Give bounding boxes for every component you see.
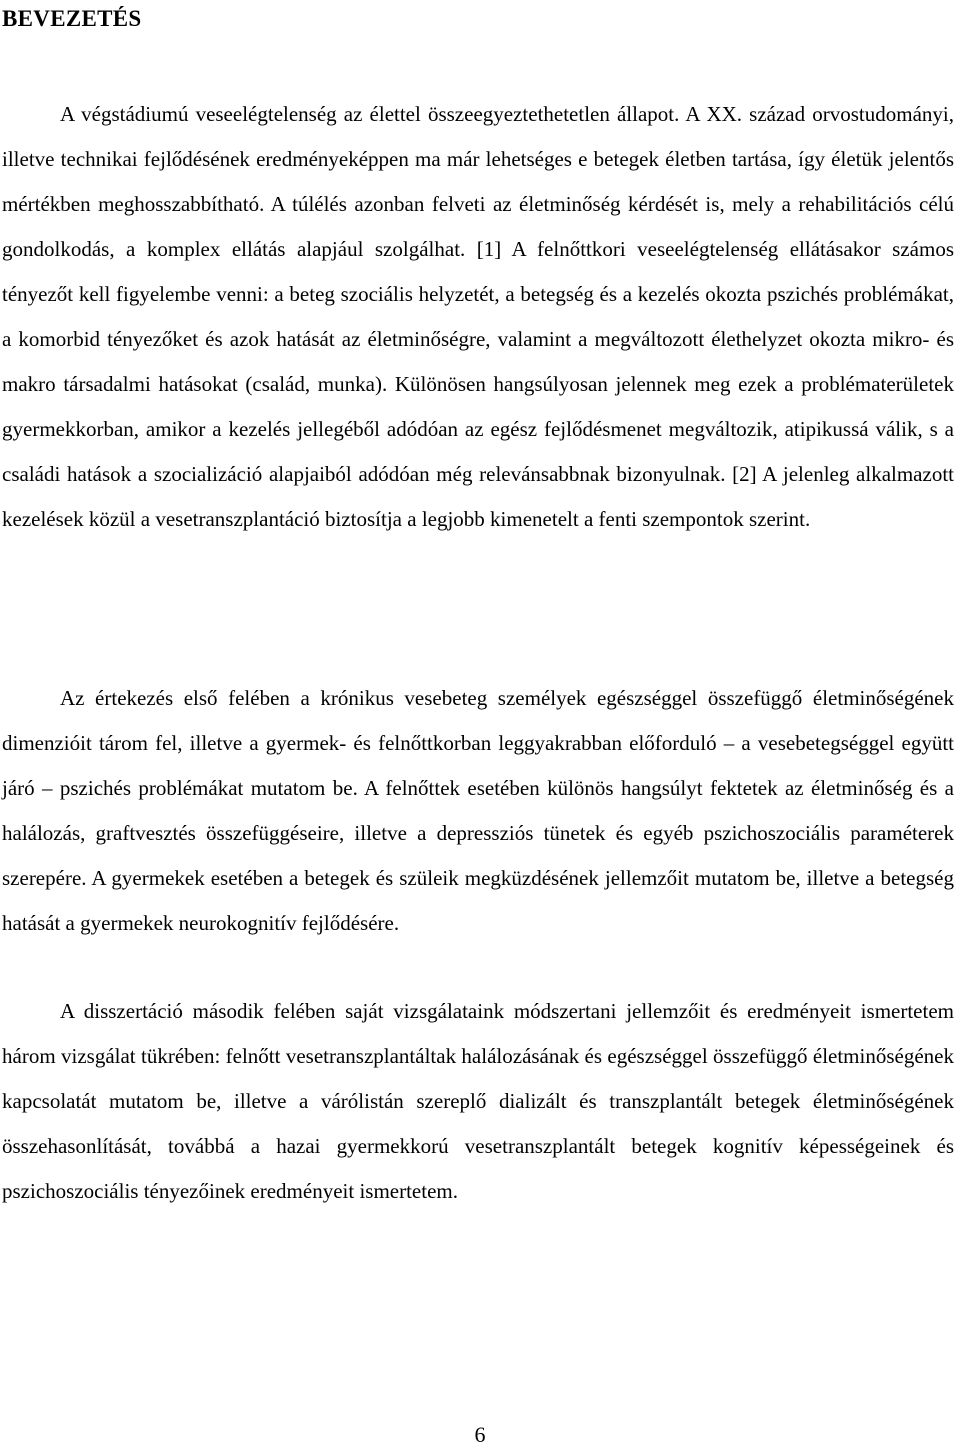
section-heading: BEVEZETÉS (2, 6, 142, 31)
paragraph-2: Az értekezés első felében a krónikus vesebeteg személyek egészséggel összefüggő életminőségének dimenzióit tárom fel, illetve a gyermek- és felnőttkorban leggyakrabban előforduló – a vesebetegséggel együtt járó – pszichés problémákat mutatom be. A felnőttek esetében különös hangsúlyt fektetek az életminőség és a halálozás, graftvesztés összefüggéseire, illetve a depressziós tünetek és egyéb pszichoszociális paraméterek szerepére. A gyermekek esetében a betegek és szüleik megküzdésének jellemzőit mutatom be, illetve a betegség hatását a gyermekek neurokognitív fejlődésére. (2, 686, 954, 935)
page-number: 6 (474, 1422, 486, 1447)
paragraph-3: A disszertáció második felében saját vizsgálataink módszertani jellemzőit és eredményeit ismertetem három vizsgálat tükrében: felnőtt vesetranszplantáltak halálozásának és egészséggel összefüggő életminőségének kapcsolatát mutatom be, illetve a várólistán szereplő dializált és transzplantált betegek életminőségének összehasonlítását, továbbá a hazai gyermekkorú vesetranszplantált betegek kognitív képességeinek és pszichoszociális tényezőinek eredményeit ismertetem. (2, 999, 954, 1203)
paragraph-1: A végstádiumú veseelégtelenség az élettel összeegyeztethetetlen állapot. A XX. század orvostudományi, illetve technikai fejlődésének eredményeképpen ma már lehetséges e betegek életben tartása, így életük jelentős mértékben meghosszabbítható. A túlélés azonban felveti az életminőség kérdését is, mely a rehabilitációs célú gondolkodás, a komplex ellátás alapjául szolgálhat. [1] A felnőttkori veseelégtelenség ellátásakor számos tényezőt kell figyelembe venni: a beteg szociális helyzetét, a betegség és a kezelés okozta pszichés problémákat, a komorbid tényezőket és azok hatását az életminőségre, valamint a megváltozott élethelyzet okozta mikro- és makro társadalmi hatásokat (család, munka). Különösen hangsúlyosan jelennek meg ezek a problématerületek gyermekkorban, amikor a kezelés jellegéből adódóan az egész fejlődésmenet megváltozik, atipikussá válik, s a családi hatások a szocializáció alapjaiból adódóan még relevánsabbnak bizonyulnak. [2] A jelenleg alkalmazott kezelések közül a vesetranszplantáció biztosítja a legjobb kimenetelt a fenti szempontok szerint. (2, 102, 954, 531)
